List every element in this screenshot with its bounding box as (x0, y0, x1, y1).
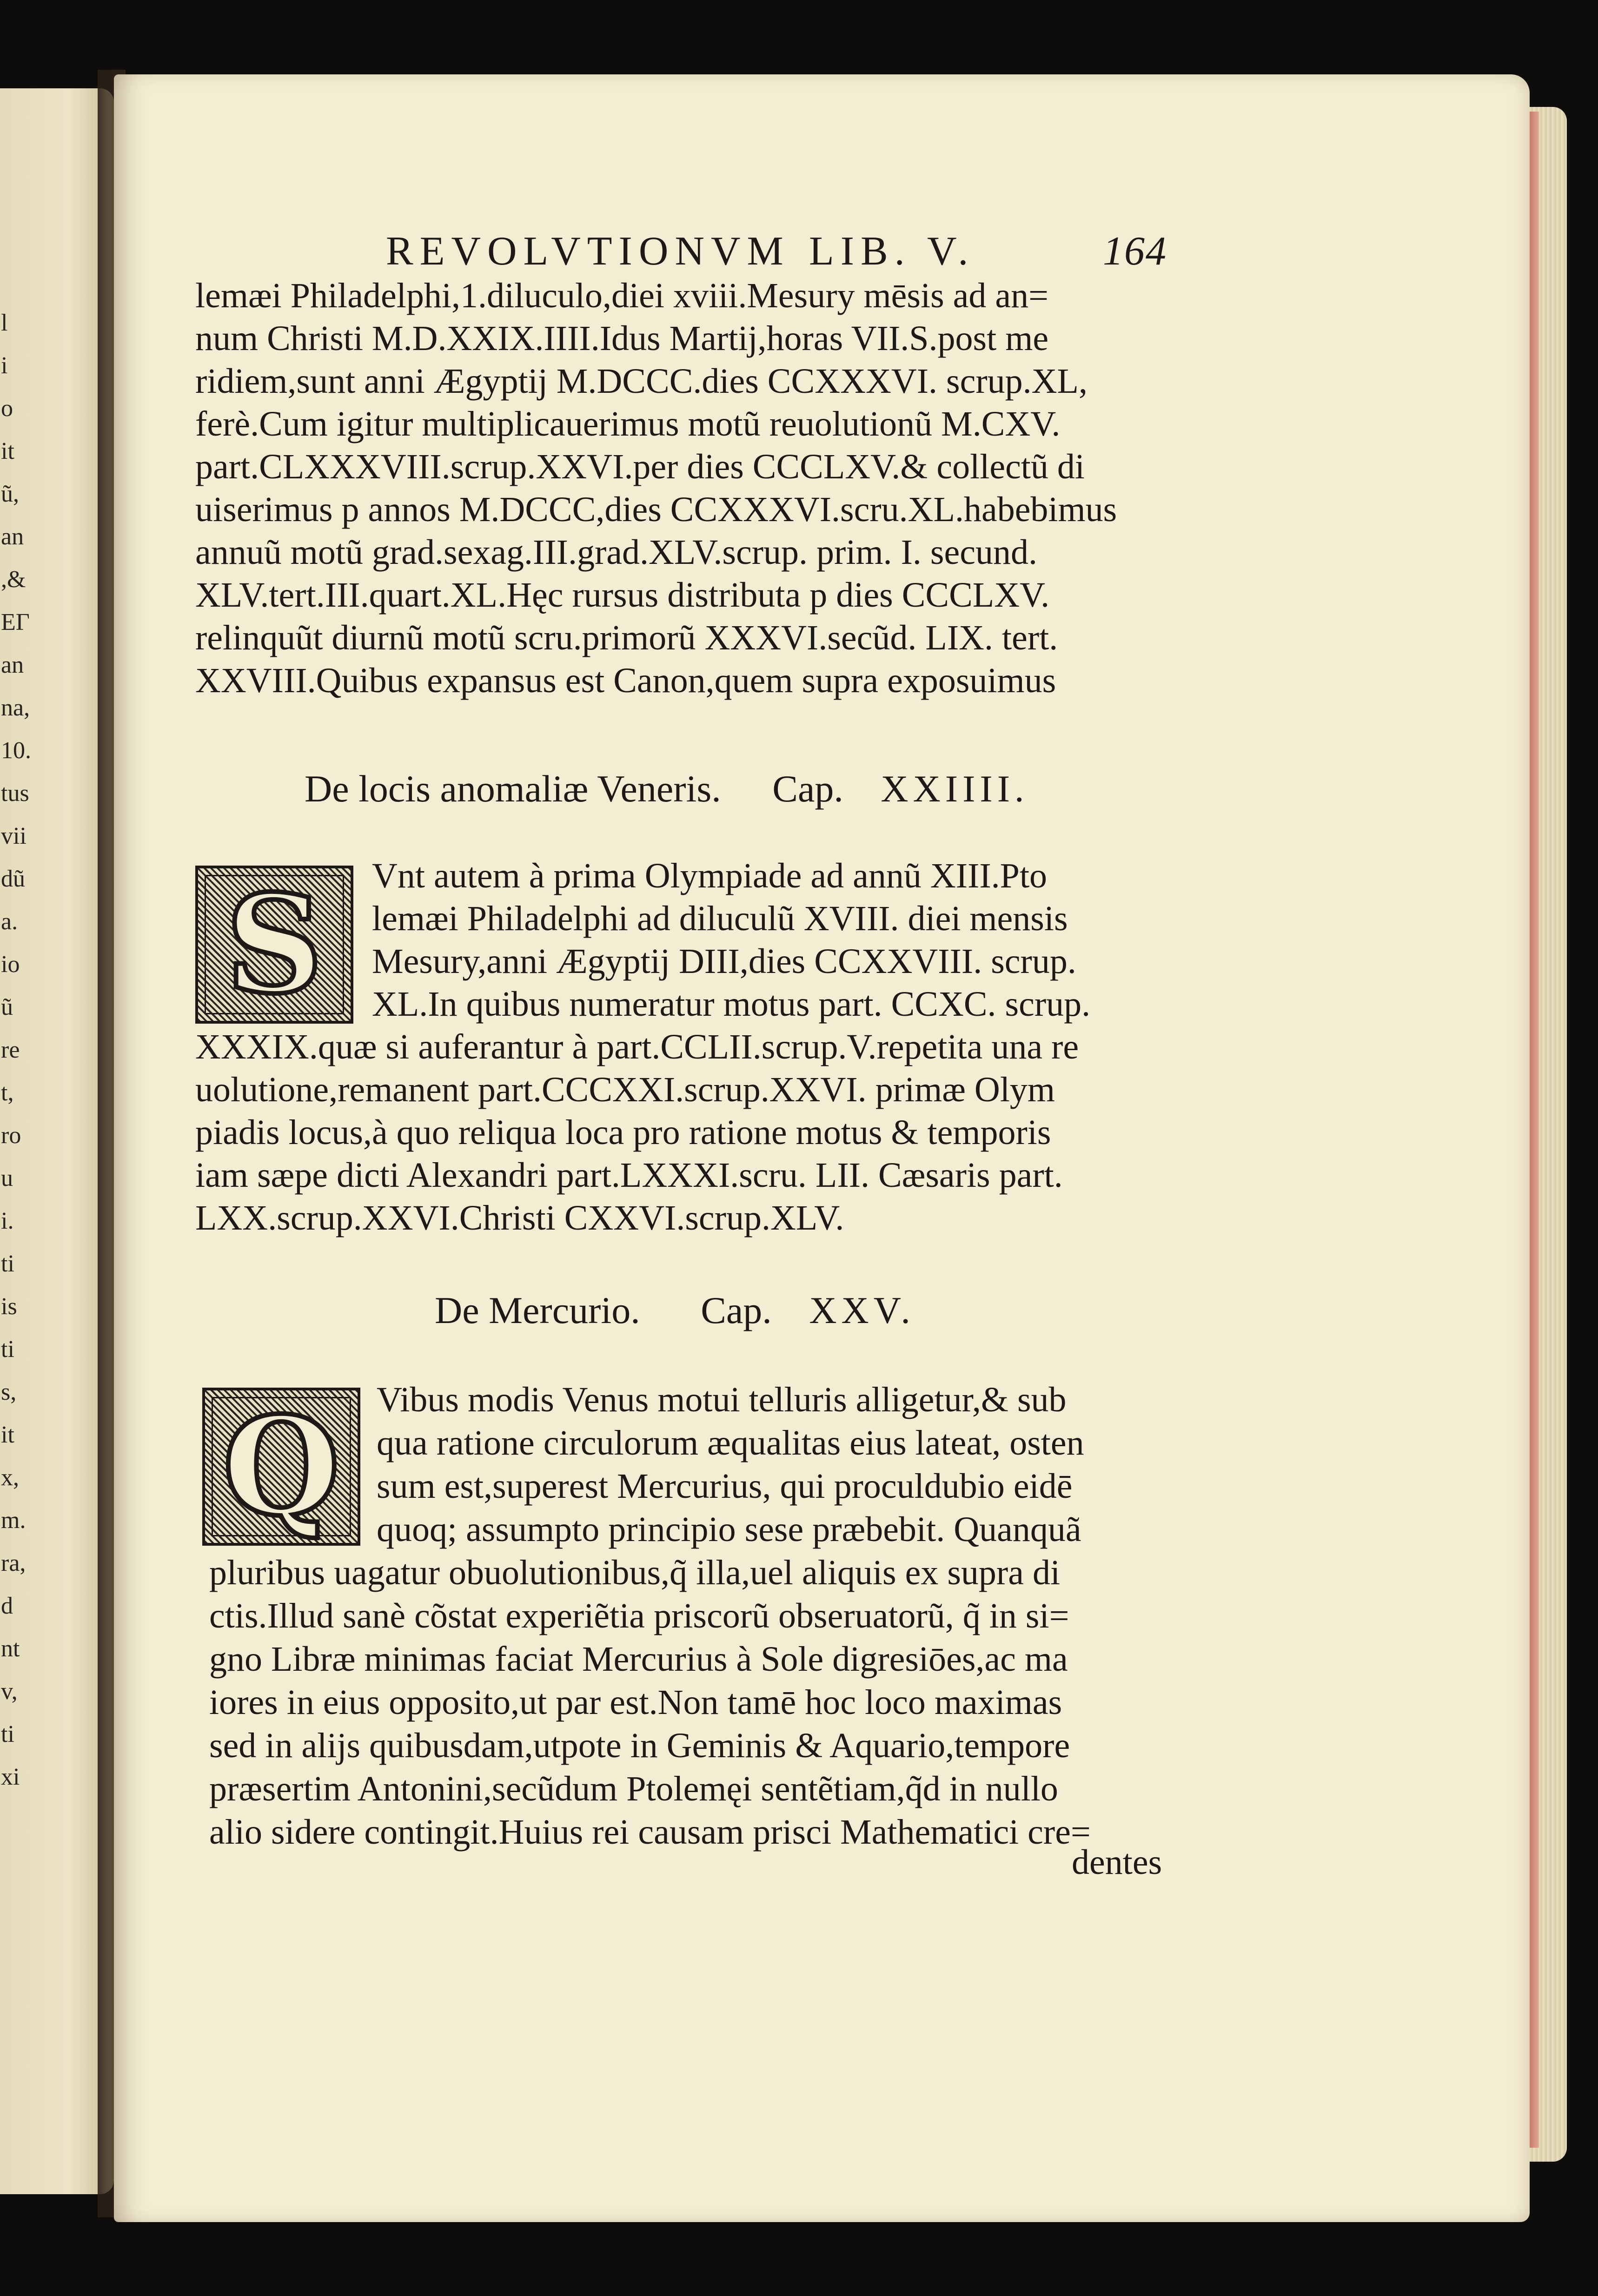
left-page-fragment: ΕΓ (1, 609, 30, 635)
text-line: piadis locus,à quo reliqua loca pro ratione motus & temporis (195, 1113, 1051, 1152)
text-line: uolutione,remanent part.CCCXXI.scrup.XXVI. primæ Olym (195, 1070, 1055, 1109)
text-line: LXX.scrup.XXVI.Christi CXXVI.scrup.XLV. (195, 1198, 844, 1237)
left-page-fragment: xi (1, 1764, 20, 1790)
text-line: part.CLXXXVIII.scrup.XXVI.per dies CCCLXV.& collectũ di (195, 447, 1085, 486)
left-page-fragment: dũ (1, 866, 25, 892)
left-page-fragment: ti (1, 1721, 14, 1747)
left-page-fragment: ti (1, 1251, 14, 1277)
left-page-fragment: na, (1, 695, 30, 721)
text-line: uiserimus p annos M.DCCC,dies CCXXXVI.scru.XL.habebimus (195, 490, 1117, 529)
text-line: ferè.Cum igitur multiplicauerimus motũ reuolutionũ M.CXV. (195, 404, 1061, 443)
cap-number: XXIIII. (881, 768, 1029, 810)
text-line: lemæi Philadelphi ad diluculũ XVIII. diei mensis (372, 899, 1068, 938)
text-line: gno Libræ minimas faciat Mercurius à Sole digresiōes,ac ma (209, 1640, 1068, 1679)
initial-letter: S (225, 866, 323, 1024)
text-line: Mesury,anni Ægyptij DIII,dies CCXXVIII. scrup. (372, 942, 1076, 981)
left-page-fragment: ra, (1, 1550, 26, 1576)
section-title: De locis anomaliæ Veneris. (305, 768, 721, 810)
left-page-fragment: i. (1, 1208, 14, 1234)
left-page-fragment: x, (1, 1464, 19, 1491)
text-line: Vibus modis Venus motui telluris alligetur,& sub (377, 1380, 1067, 1419)
left-page-fragment: m. (1, 1507, 26, 1534)
left-page-fragment: it (1, 438, 14, 464)
text-line: præsertim Antonini,secũdum Ptolemęi sentẽtiam,q̃d in nullo (209, 1769, 1058, 1808)
text-line: Vnt autem à prima Olympiade ad annũ XIII.Pto (372, 856, 1048, 895)
catchword: dentes (1072, 1843, 1162, 1882)
text-line: XLV.tert.III.quart.XL.Hęc rursus distributa p dies CCCLXV. (195, 576, 1050, 615)
text-line: num Christi M.D.XXIX.IIII.Idus Martij,horas VII.S.post me (195, 319, 1049, 358)
cap-label: Cap. (701, 1289, 772, 1331)
section-heading-mercury (435, 1289, 915, 1332)
cap-label: Cap. (772, 768, 843, 810)
left-page-fragment: ti (1, 1336, 14, 1363)
left-page-fragment: s, (1, 1379, 17, 1405)
left-page-fragment: ,& (1, 566, 26, 593)
left-page-fragment: ũ (1, 994, 13, 1020)
text-line: quoq; assumpto principio sese præbebit. Quanquã (377, 1510, 1081, 1549)
book-number: LIB. V. (809, 229, 975, 274)
left-page-fragment: u (1, 1165, 13, 1191)
section-title: De Mercurio. (435, 1289, 640, 1331)
text-line: ridiem,sunt anni Ægyptij M.DCCC.dies CCXXXVI. scrup.XL, (195, 362, 1087, 401)
text-line: XL.In quibus numeratur motus part. CCXC. scrup. (372, 985, 1091, 1024)
text-line: alio sidere contingit.Huius rei causam prisci Mathematici cre= (209, 1813, 1091, 1852)
left-page-fragment: i (1, 352, 8, 379)
section-heading-venus (305, 767, 1029, 811)
cap-number: XXV. (809, 1289, 915, 1331)
text-line: relinquũt diurnũ motũ scru.primorũ XXXVI.secũd. LIX. tert. (195, 618, 1058, 657)
text-line: iam sæpe dicti Alexandri part.LXXXI.scru. LII. Cæsaris part. (195, 1156, 1063, 1195)
text-line: sed in alijs quibusdam,utpote in Geminis & Aquario,tempore (209, 1726, 1070, 1765)
text-line: annuũ motũ grad.sexag.III.grad.XLV.scrup. prim. I. secund. (195, 533, 1037, 572)
text-line: XXXIX.quæ si auferantur à part.CCLII.scrup.V.repetita una re (195, 1027, 1079, 1066)
left-page-fragment: vii (1, 823, 27, 849)
decorated-initial-q (202, 1388, 360, 1546)
left-page-fragment: a. (1, 908, 18, 935)
left-page-fragment: nt (1, 1635, 20, 1662)
left-page-fragment: 10. (1, 737, 31, 764)
left-page-fragment: re (1, 1037, 20, 1063)
left-page-fragment: is (1, 1293, 17, 1320)
left-page-fragment: it (1, 1422, 14, 1448)
left-page-fragment: l (1, 310, 8, 336)
left-page-fragment: d (1, 1593, 13, 1619)
left-page-fragment: ro (1, 1122, 21, 1149)
folio-number: 164 (1103, 229, 1167, 274)
left-page-fragment: o (1, 395, 13, 422)
left-page-fragment: tus (1, 780, 29, 807)
text-line: iores in eius opposito,ut par est.Non tamē hoc loco maximas (209, 1683, 1062, 1722)
text-line: qua ratione circulorum æqualitas eius lateat, osten (377, 1423, 1084, 1462)
text-line: lemæi Philadelphi,1.diluculo,diei xviii.Mesury mēsis ad an= (195, 276, 1048, 315)
text-line: pluribus uagatur obuolutionibus,q̃ illa,uel aliquis ex supra di (209, 1553, 1061, 1592)
initial-letter: Q (222, 1388, 340, 1546)
left-page-fragment: an (1, 652, 24, 678)
text-line: sum est,superest Mercurius, qui proculdubio eidē (377, 1467, 1073, 1506)
text-line: XXVIII.Quibus expansus est Canon,quem supra exposuimus (195, 661, 1056, 700)
left-page-fragment: io (1, 951, 20, 978)
decorated-initial-s (195, 866, 353, 1024)
left-page-fragment: t, (1, 1079, 14, 1106)
left-page-fragment: an (1, 523, 24, 550)
text-line: ctis.Illud sanè cõstat experiẽtia priscorũ obseruatorũ, q̃ in si= (209, 1596, 1069, 1635)
left-page-fragment: ũ, (1, 481, 19, 507)
running-title: REVOLVTIONVM (386, 229, 790, 274)
left-page-fragment: v, (1, 1678, 18, 1705)
